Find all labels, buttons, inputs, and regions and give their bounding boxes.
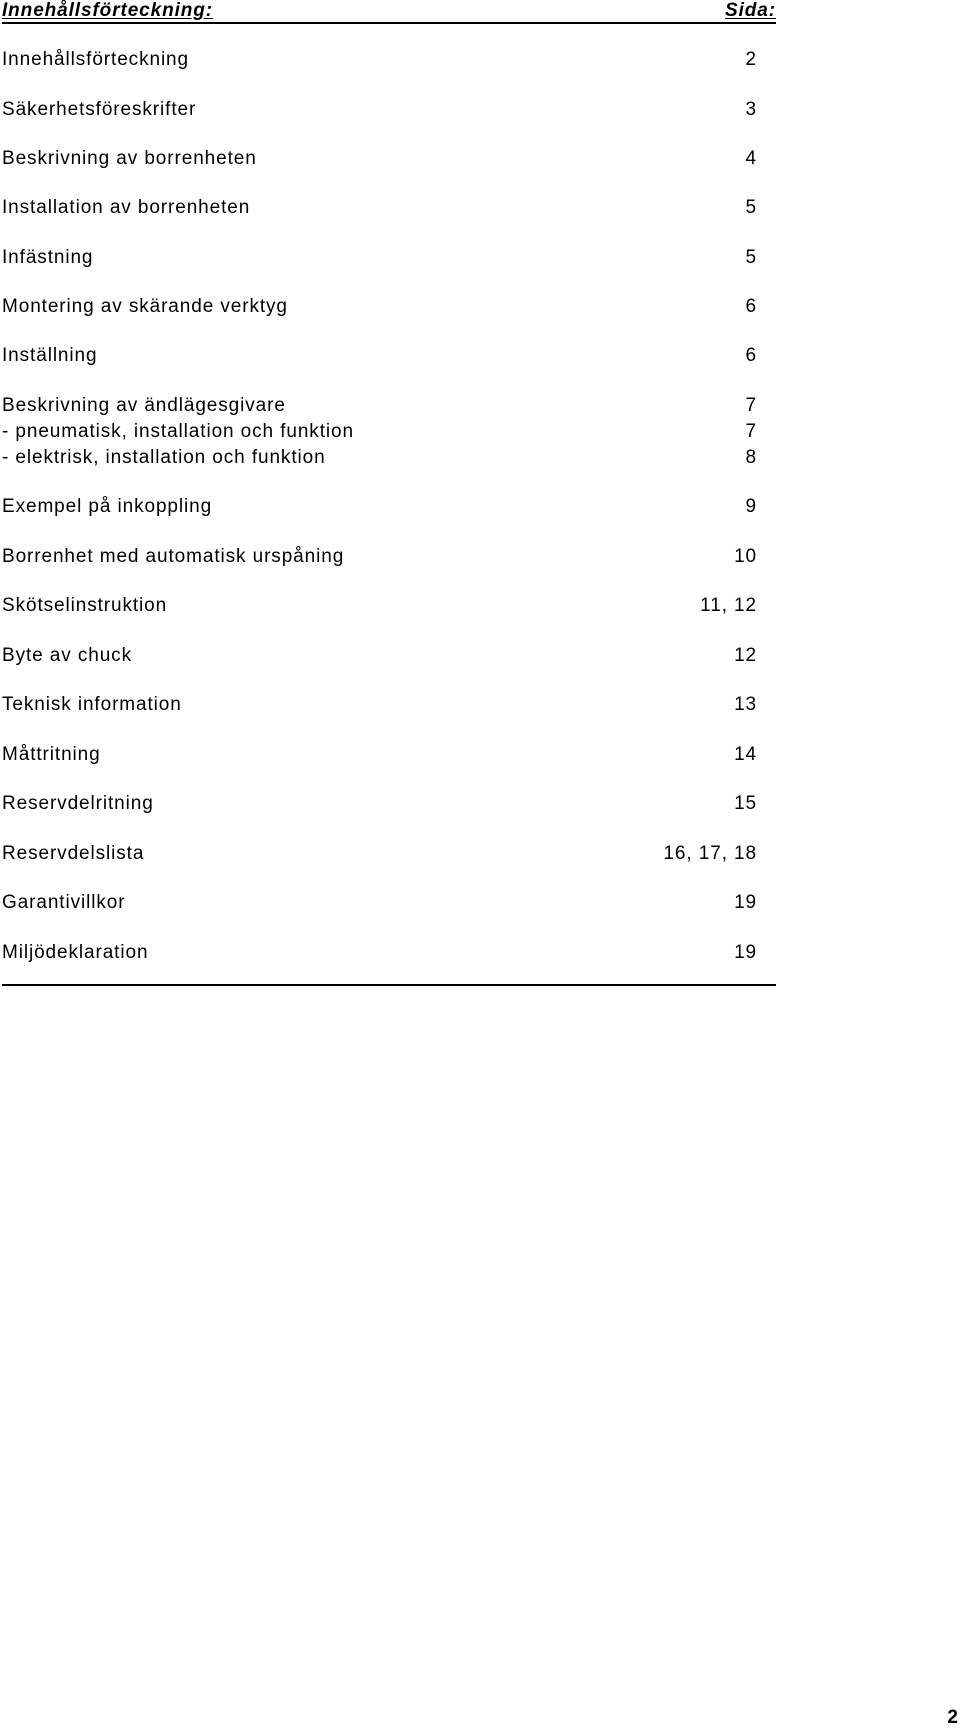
toc-entry-page: 6 [745, 345, 757, 366]
toc-entry-title: Beskrivning av borrenheten [2, 148, 257, 169]
toc-entry[interactable] [2, 345, 757, 367]
toc-entry[interactable] [2, 99, 757, 121]
toc-entry-title: Skötselinstruktion [2, 595, 168, 616]
toc-entry-title: - pneumatisk, installation och funktion [2, 421, 354, 442]
toc-entry-title: Infästning [2, 247, 94, 268]
toc-entry-title: Borrenhet med automatisk urspåning [2, 546, 345, 567]
toc-entry[interactable] [2, 197, 757, 219]
toc-entry-page: 15 [734, 793, 757, 814]
toc-entry-title: Innehållsförteckning [2, 49, 189, 70]
toc-entry-page: 5 [745, 197, 757, 218]
toc-entry[interactable] [2, 247, 757, 269]
toc-bottom-rule [2, 984, 776, 986]
toc-page-column-heading: Sida: [725, 0, 776, 21]
toc-entry-title: Inställning [2, 345, 98, 366]
toc-entry-page: 7 [745, 395, 757, 416]
toc-entry-page: 10 [734, 546, 757, 567]
toc-entry-page: 8 [745, 447, 757, 468]
toc-entry-page: 5 [745, 247, 757, 268]
toc-entry-page: 9 [745, 496, 757, 517]
table-of-contents [2, 0, 776, 963]
toc-entry[interactable] [2, 421, 757, 443]
toc-entry-title: Beskrivning av ändlägesgivare [2, 395, 286, 416]
toc-entry-page: 14 [734, 744, 757, 765]
toc-entry-page: 12 [734, 645, 757, 666]
toc-entry[interactable] [2, 395, 757, 417]
toc-entry-title: Montering av skärande verktyg [2, 296, 288, 317]
toc-entry[interactable] [2, 496, 757, 518]
toc-entry-title: Miljödeklaration [2, 942, 149, 963]
toc-entry-page: 4 [745, 148, 757, 169]
toc-entry[interactable] [2, 744, 757, 766]
toc-entry[interactable] [2, 892, 757, 914]
toc-entry-title: Reservdelritning [2, 793, 154, 814]
toc-entry-title: Installation av borrenheten [2, 197, 251, 218]
toc-entry-page: 16, 17, 18 [663, 843, 757, 864]
toc-entry-page: 13 [734, 694, 757, 715]
toc-entry[interactable] [2, 49, 757, 71]
toc-entry-title: Reservdelslista [2, 843, 145, 864]
toc-entry-page: 7 [745, 421, 757, 442]
toc-entry-page: 19 [734, 942, 757, 963]
toc-entry-page: 2 [745, 49, 757, 70]
toc-entry[interactable] [2, 694, 757, 716]
toc-entry[interactable] [2, 843, 757, 865]
toc-entry-page: 6 [745, 296, 757, 317]
toc-entry-page: 3 [745, 99, 757, 120]
toc-entry-title: Måttritning [2, 744, 101, 765]
toc-entry[interactable] [2, 296, 757, 318]
toc-entry-title: Byte av chuck [2, 645, 132, 666]
toc-entry[interactable] [2, 645, 757, 667]
toc-entry-title: Teknisk information [2, 694, 182, 715]
toc-entry-title: Garantivillkor [2, 892, 126, 913]
toc-entry[interactable] [2, 148, 757, 170]
toc-entry[interactable] [2, 942, 757, 964]
toc-entry-page: 11, 12 [700, 595, 757, 616]
toc-entry-title: Säkerhetsföreskrifter [2, 99, 197, 120]
toc-entry-title: Exempel på inkoppling [2, 496, 213, 517]
toc-entry[interactable] [2, 546, 757, 568]
toc-heading: Innehållsförteckning: [2, 0, 214, 21]
toc-header [2, 0, 776, 24]
toc-entry-page: 19 [734, 892, 757, 913]
page-number: 2 [947, 1707, 958, 1728]
toc-entry[interactable] [2, 595, 757, 617]
toc-entry-title: - elektrisk, installation och funktion [2, 447, 326, 468]
toc-entry[interactable] [2, 793, 757, 815]
toc-entry[interactable] [2, 447, 757, 469]
